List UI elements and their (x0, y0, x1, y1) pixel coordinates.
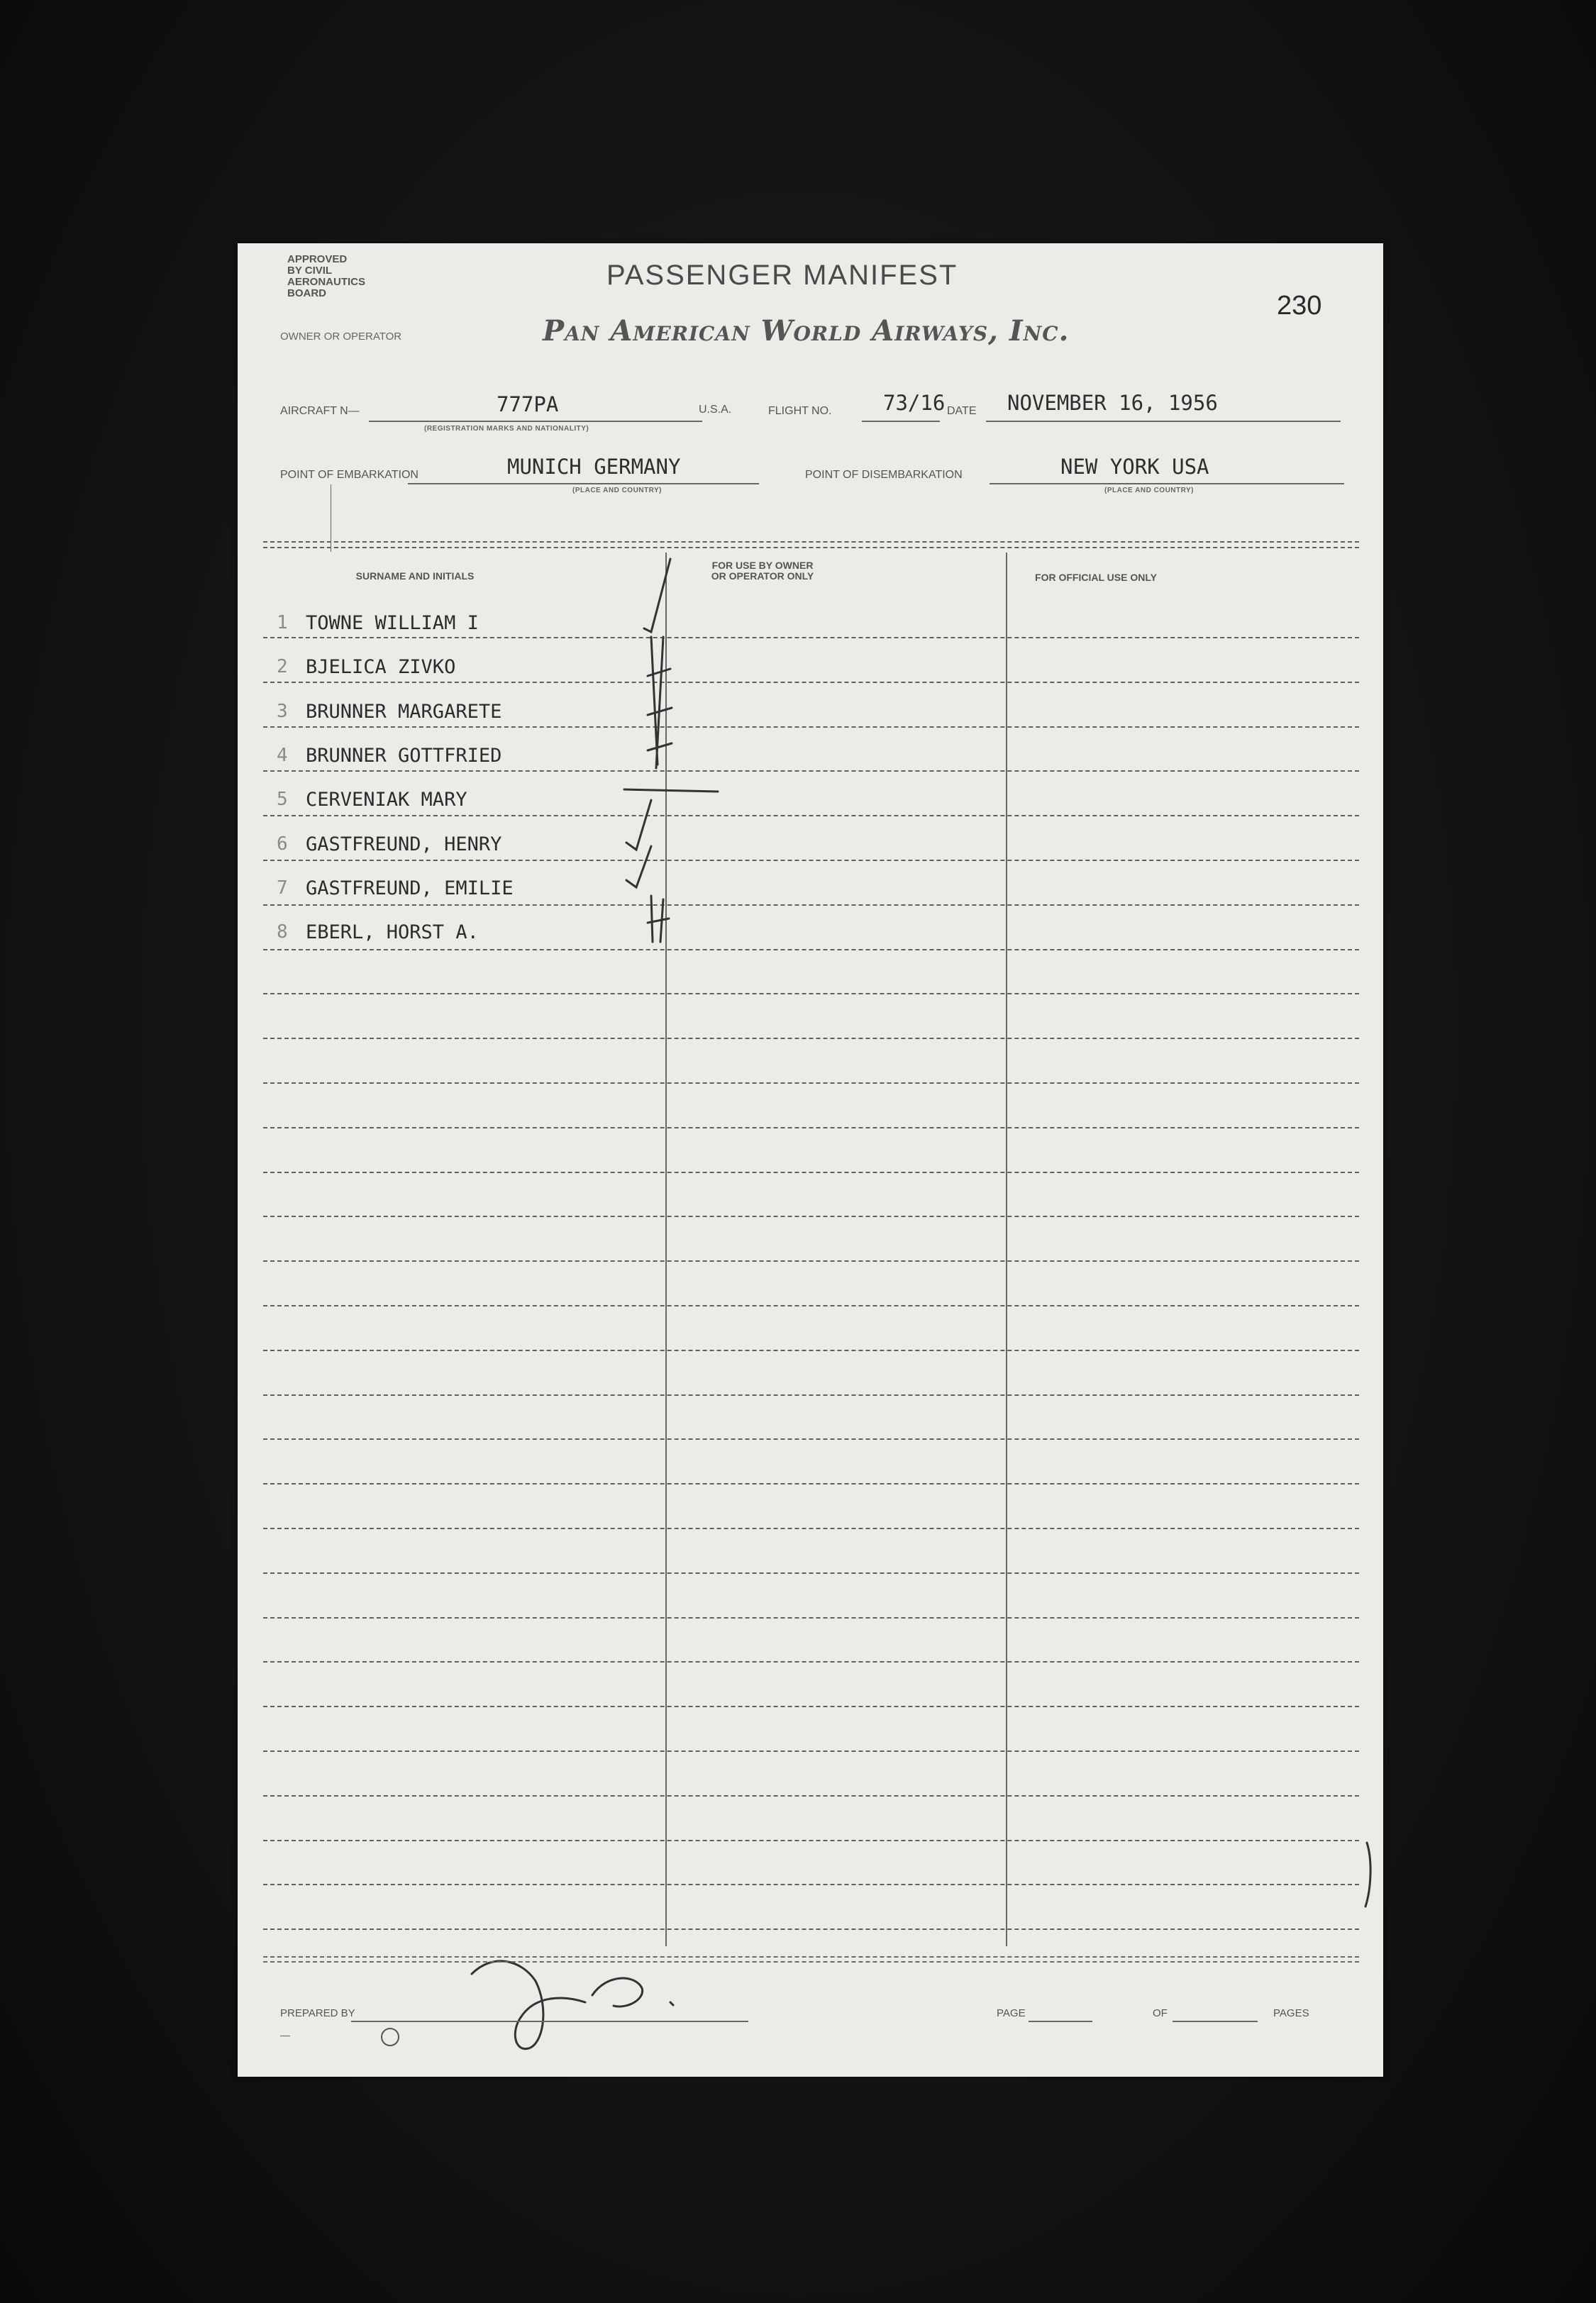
flight-number-label: FLIGHT NO. (768, 405, 832, 417)
signature-dot (670, 2002, 673, 2005)
prepared-by-label: PREPARED BY (280, 2007, 355, 2019)
manifest-page (238, 243, 1383, 2077)
page-label: PAGE (997, 2007, 1026, 2019)
handwritten-marks (238, 243, 1383, 2077)
form-code: — (280, 2029, 290, 2041)
signature-scrawl (472, 1961, 643, 2049)
surname-column-header: SURNAME AND INITIALS (355, 570, 475, 582)
checkmark-row-1 (644, 559, 670, 632)
approval-stamp-text: APPROVED BY CIVIL AERONAUTICS BOARD (287, 253, 366, 299)
prepared-by-underline (351, 2021, 748, 2022)
owner-use-column-header: FOR USE BY OWNER OR OPERATOR ONLY (711, 560, 814, 582)
disembarkation-note: (PLACE AND COUNTRY) (1104, 487, 1194, 494)
country-label: U.S.A. (699, 404, 732, 416)
hatch-row-8 (648, 896, 669, 942)
row-number: 6 (277, 833, 288, 855)
flight-number-value: 73/16 (883, 391, 946, 415)
row-number: 7 (277, 877, 288, 899)
passenger-name: BRUNNER GOTTFRIED (306, 745, 502, 767)
row-number: 3 (277, 701, 288, 722)
passenger-name: TOWNE WILLIAM I (306, 612, 479, 634)
of-label: OF (1153, 2007, 1168, 2019)
owner-operator-label: OWNER OR OPERATOR (280, 331, 402, 343)
date-label: DATE (947, 405, 977, 417)
passenger-name: BJELICA ZIVKO (306, 656, 456, 678)
registration-note: (REGISTRATION MARKS AND NATIONALITY) (424, 425, 589, 433)
airline-name: Pan American World Airways, Inc. (543, 314, 1070, 348)
disembarkation-value: NEW YORK USA (1060, 455, 1209, 479)
margin-mark (1365, 1843, 1370, 1907)
of-underline (1173, 2021, 1258, 2022)
disembarkation-label: POINT OF DISEMBARKATION (805, 469, 963, 481)
row-number: 2 (277, 656, 288, 677)
row-number: 4 (277, 745, 288, 766)
embarkation-note: (PLACE AND COUNTRY) (572, 487, 662, 494)
footer-top-rule (263, 1956, 1359, 1958)
page-underline (1029, 2021, 1092, 2022)
footer-top-rule-2 (263, 1961, 1359, 1963)
passenger-name: GASTFREUND, HENRY (306, 833, 502, 855)
date-value: NOVEMBER 16, 1956 (1007, 391, 1218, 415)
aircraft-value: 777PA (497, 392, 559, 416)
union-label-icon (381, 2028, 399, 2046)
checkmark-row-7 (626, 846, 651, 887)
checkmark-row-6 (626, 800, 651, 850)
passenger-name: GASTFREUND, EMILIE (306, 877, 514, 899)
passenger-name: EBERL, HORST A. (306, 921, 479, 943)
row-number: 8 (277, 921, 288, 943)
embarkation-label: POINT OF EMBARKATION (280, 469, 419, 481)
row-number: 1 (277, 612, 288, 633)
aircraft-label: AIRCRAFT N— (280, 405, 360, 417)
row-number: 5 (277, 789, 288, 810)
passenger-name: BRUNNER MARGARETE (306, 701, 502, 723)
document-title: PASSENGER MANIFEST (606, 260, 958, 291)
check-hatch-rows-2-4 (648, 637, 672, 768)
official-use-column-header: FOR OFFICIAL USE ONLY (1035, 572, 1157, 583)
embarkation-value: MUNICH GERMANY (507, 455, 681, 479)
pages-label: PAGES (1273, 2007, 1309, 2019)
page-number: 230 (1277, 291, 1322, 321)
passenger-name: CERVENIAK MARY (306, 789, 467, 811)
dash-row-5 (624, 789, 718, 792)
